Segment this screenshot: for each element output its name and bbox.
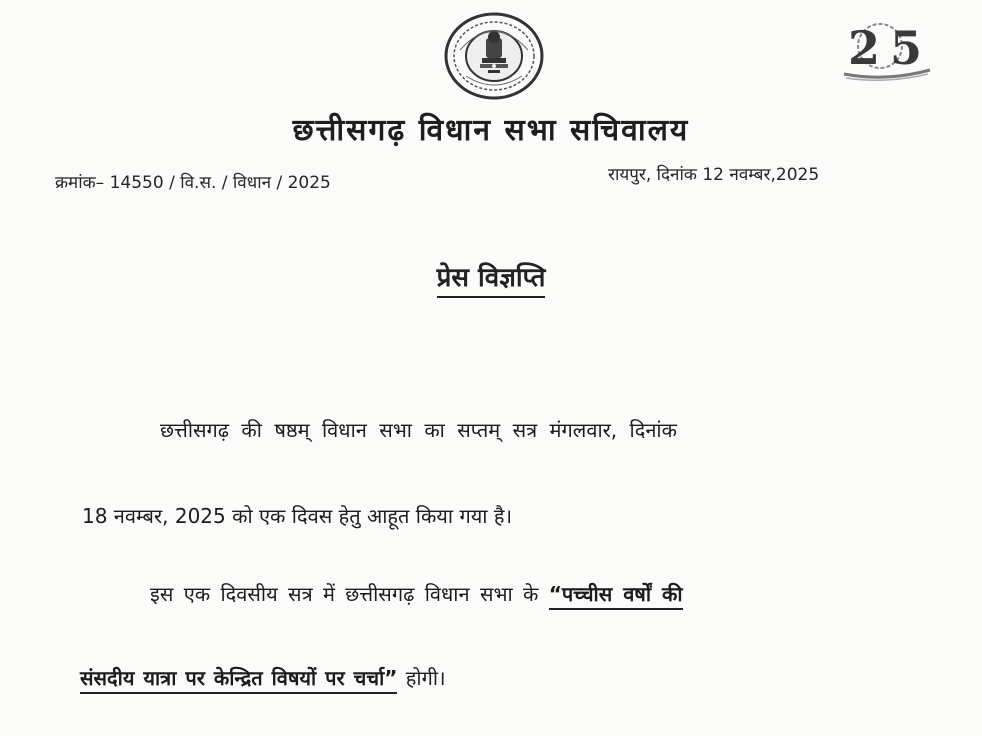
paragraph-2-line-2: [80, 664, 446, 691]
jubilee-25-icon: [838, 16, 934, 82]
document-title: [0, 258, 982, 294]
paragraph-2-highlight-end: संसदीय यात्रा पर केन्द्रित विषयों पर चर्चा”: [80, 666, 397, 694]
paragraph-1-line-1: छत्तीसगढ़ की षष्ठम् विधान सभा का सप्तम् सत्र मंगलवार, दिनांक: [160, 418, 677, 442]
paragraph-1-line-2: 18 नवम्बर, 2025 को एक दिवस हेतु आहूत किया गया है।: [82, 504, 513, 528]
place-date: रायपुर, दिनांक 12 नवम्बर,2025: [608, 165, 820, 185]
paragraph-2-prefix: इस एक दिवसीय सत्र में छत्तीसगढ़ विधान सभा के: [150, 582, 539, 606]
svg-text:2: 2: [848, 21, 881, 75]
svg-text:5: 5: [890, 21, 923, 75]
silver-jubilee-logo: [838, 16, 934, 82]
paragraph-2-highlight-start: “पच्चीस वर्षों की: [549, 582, 683, 610]
state-emblem-seal-icon: [442, 10, 546, 102]
document-title-text: प्रेस विज्ञप्ति: [437, 263, 546, 298]
paragraph-2-suffix: होगी।: [405, 666, 446, 690]
organization-title: छत्तीसगढ़ विधान सभा सचिवालय: [292, 113, 690, 148]
paragraph-2-line-1: [150, 580, 683, 607]
reference-number: क्रमांक– 14550 / वि.स. / विधान / 2025: [55, 173, 331, 193]
